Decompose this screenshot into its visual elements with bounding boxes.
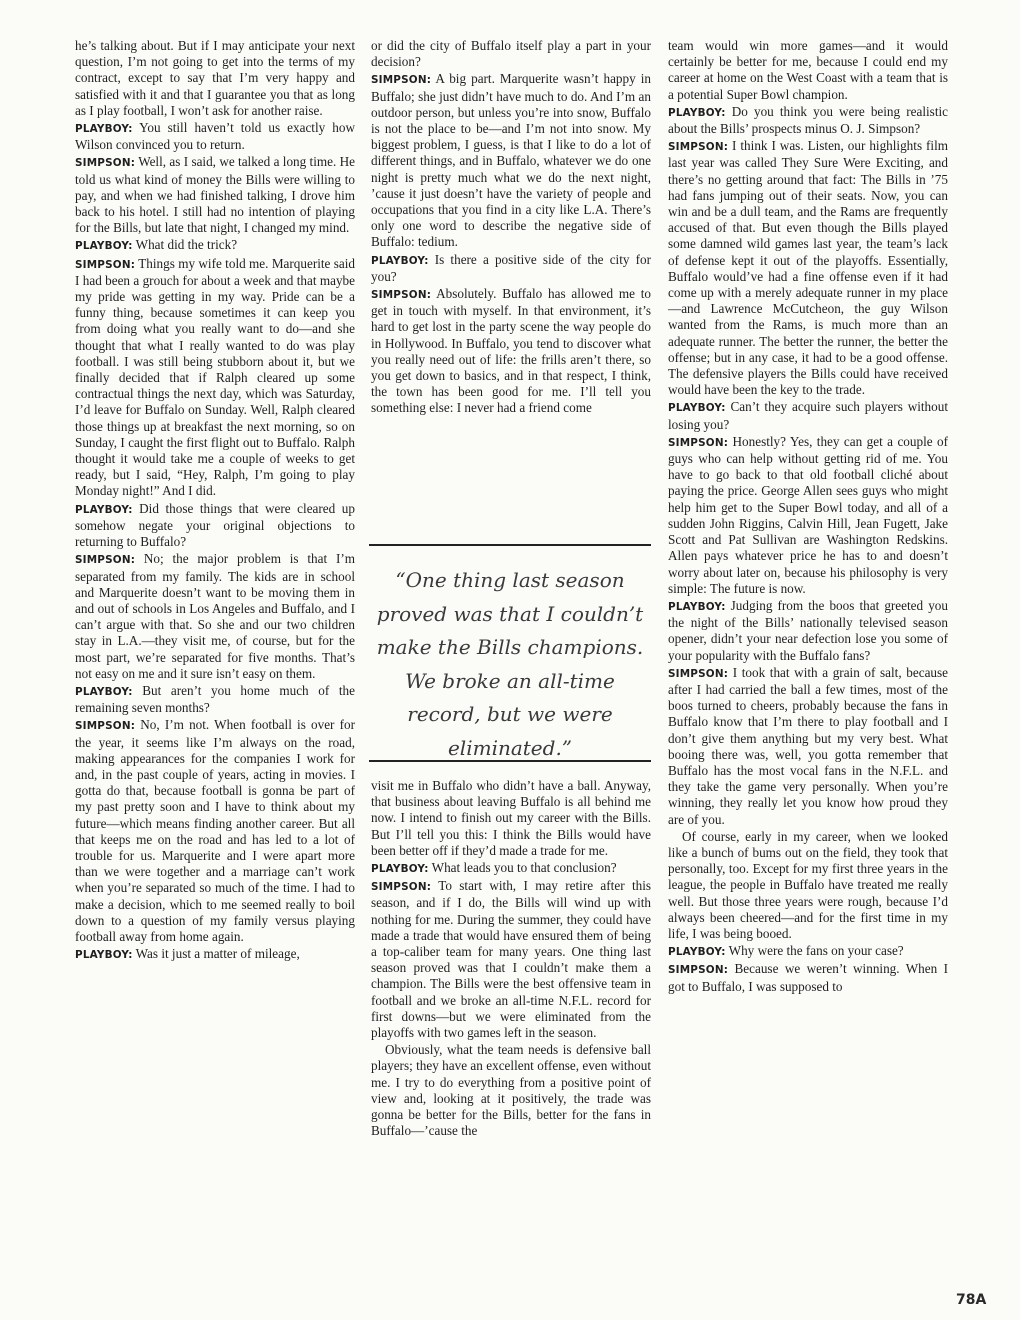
speaker-label: PLAYBOY: <box>668 946 726 959</box>
paragraph <box>75 946 355 963</box>
paragraph <box>668 138 948 398</box>
paragraph-text: A big part. Marquerite wasn’t happy in Buffalo; she just didn’t have much to do. And I’m an outdoor person, but unless you’re into snow, Buffalo is not the place to be—and I’m not into snow. My biggest problem, I guess, is that I like to do a lot of different things, and in Buffalo, whatever we do one night is pretty much what we do the next night, ’cause it just doesn’t have the variety of people and occupations that you find in a city like L.A. There’s only one word to describe the negative side of Buffalo: tedium. <box>371 71 652 250</box>
paragraph <box>668 943 948 960</box>
pull-quote <box>369 544 651 762</box>
paragraph <box>371 778 651 859</box>
paragraph <box>668 399 948 432</box>
paragraph-text: I took that with a grain of salt, because after I had carried the ball a few times, most of the boos turned to cheers, probably because the fans in Buffalo know that I’m there to play football and I don’t give them anything but my very best. What booing there was, well, you gotta remember that Buffalo has the most vocal fans in the N.F.L. and they take the game very personally. When you’re winning, they really let you know how proud they are of you. <box>668 664 948 827</box>
paragraph <box>75 717 355 945</box>
speaker-label: SIMPSON: <box>75 157 136 170</box>
paragraph <box>75 551 355 682</box>
speaker-label: PLAYBOY: <box>75 503 133 516</box>
paragraph-text: I think I was. Listen, our highlights film last year was called They Sure Were Exciting, and there’s no getting around that fact: The Bills in ’75 had fans jumping out of their seats. Now, you can win and be a dull team, and the Rams are frequently accused of that. But even though the Bills played some damned wild games last year, the team’s lack of defense kept it out of the playoffs. Essentially, Buffalo would’ve had a fine offense even if it had come up with a merely adequate runner in my place—and Lawrence McCutcheon, the guy Wilson wanted from the Rams, is much more than an adequate runner. The better the runner, the better the offense; but in any case, it had to be a good offense. The defensive players the Bills could have received would have been the key to the trade. <box>668 138 949 398</box>
speaker-label: SIMPSON: <box>371 289 432 302</box>
paragraph-text: Well, as I said, we talked a long time. He told us what kind of money the Bills were willing to pay, and when we had finished talking, I drove him back to his hotel. I still had no intention of playing for the Bills, but late that night, I changed my mind. <box>75 154 356 236</box>
speaker-label: PLAYBOY: <box>668 600 726 613</box>
paragraph <box>75 237 355 254</box>
paragraph <box>371 38 651 70</box>
speaker-label: SIMPSON: <box>668 964 729 977</box>
paragraph-text: What leads you to that conclusion? <box>431 860 617 876</box>
speaker-label: SIMPSON: <box>668 667 729 680</box>
article-column-3 <box>668 38 948 996</box>
article-column-2-bottom <box>371 778 651 1140</box>
speaker-label: SIMPSON: <box>75 554 136 567</box>
paragraph-text: But aren’t you home much of the remaining seven months? <box>75 682 355 716</box>
paragraph <box>371 286 651 417</box>
paragraph-text: Things my wife told me. Marquerite said I had been a grouch for about a week and that maybe my pride was getting in my way. Pride can be a funny thing, because sometimes it can keep you from doing what you really want to do—and she thought that what I really wanted to do was play football. I was still being stubborn about it, but we finally decided that if Ralph cleared up some contractual things the next day, which was Saturday, I’d leave for Buffalo on Sunday. Well, Ralph cleared those things up at breakfast the next morning, so on Sunday, I caught the first flight out to Buffalo. Ralph thought it would take me a couple of weeks to get ready, but I said, “Hey, Ralph, I’m going to play Monday night!” And I did. <box>75 255 355 499</box>
paragraph-text: No; the major problem is that I’m separated from my family. The kids are in school and Marquerite doesn’t want to be moving them in and out of schools in Los Angeles and Buffalo, and I can’t argue with that. So she and our two children stay in L.A.—they visit me, of course, but for the most part, we’re separated for five months. That’s not easy on me and it sure isn’t easy on them. <box>75 551 356 681</box>
paragraph <box>668 829 948 942</box>
paragraph-text: team would win more games—and it would certainly be better for me, because I could end my career at home on the West Coast with a team that is a potential Super Bowl champion. <box>668 38 948 102</box>
speaker-label: PLAYBOY: <box>75 949 133 962</box>
paragraph-text: he’s talking about. But if I may anticipate your next question, I’m not going to get into the terms of my contract, except to say that I’m very happy and satisfied with it and that I guarantee you that as long as I play football, I won’t ask for another raise. <box>75 38 355 118</box>
paragraph <box>75 501 355 551</box>
paragraph-text: Because we weren’t winning. When I got to Buffalo, I was supposed to <box>668 961 948 994</box>
paragraph <box>371 860 651 877</box>
paragraph <box>668 961 948 994</box>
paragraph <box>75 154 355 236</box>
paragraph-text: Obviously, what the team needs is defensive ball players; they have an excellent offense, even without me. I try to do everything from a positive point of view and, looking at it positively, the trade was gonna be better for the Bills, better for the fans in Buffalo—’cause the <box>371 1042 651 1139</box>
paragraph-text: Judging from the boos that greeted you the night of the Bills’ nationally televised season opener, didn’t your near defection lose you some of your popularity with the Buffalo fans? <box>668 597 948 663</box>
speaker-label: PLAYBOY: <box>371 863 429 876</box>
paragraph <box>668 434 948 597</box>
paragraph <box>75 683 355 716</box>
paragraph-text: You still haven’t told us exactly how Wilson convinced you to return. <box>75 120 356 153</box>
speaker-label: PLAYBOY: <box>668 402 726 415</box>
paragraph-text: Is there a positive side of the city for you? <box>371 251 652 284</box>
paragraph <box>75 256 355 500</box>
page-number: 78A <box>956 1292 987 1308</box>
paragraph-text: Honestly? Yes, they can get a couple of guys who can help without getting rid of me. You have to go back to that old football cliché about paying the price. George Allen sees guys who might help him get to the Super Bowl today, and all of a sudden John Riggins, Calvin Hill, Jean Fugett, Jake Scott and Pat Sullivan are Washington Redskins. Allen pays whatever price he has to and doesn’t worry about later on, because his philosophy is very simple: The future is now. <box>668 433 948 596</box>
pull-quote-line: make the Bills champions. <box>376 635 644 659</box>
paragraph <box>668 104 948 137</box>
paragraph-text: Was it just a matter of mileage, <box>135 946 300 962</box>
paragraph-text: Why were the fans on your case? <box>728 943 904 959</box>
paragraph <box>668 598 948 664</box>
pull-quote-line: record, but we were <box>407 702 613 726</box>
paragraph <box>371 878 651 1041</box>
speaker-label: PLAYBOY: <box>668 106 726 119</box>
article-column-1 <box>75 38 355 964</box>
paragraph <box>75 38 355 119</box>
speaker-label: SIMPSON: <box>75 720 136 733</box>
paragraph-text: Did those things that were cleared up somehow negate your original objections to returning to Buffalo? <box>75 500 355 550</box>
paragraph <box>668 38 948 103</box>
article-column-2-top <box>371 38 651 418</box>
speaker-label: PLAYBOY: <box>75 685 133 698</box>
paragraph-text: No, I’m not. When football is over for the year, it seems like I’m always on the road, making appearances for the companies I work for and, in the past couple of years, acting in movies. I gotta do that, because football is gonna be part of my past pretty soon and I have to think about my future—which means finding another career. But all that keeps me on the road and has led to a lot of trouble for us. Marquerite and I were apart more than we were together and a marriage can’t work when you’re separated so much of the time. I had to make a decision, which to me seemed really to boil down to a question of my family versus playing football away from home again. <box>75 717 355 944</box>
paragraph <box>371 71 651 250</box>
paragraph-text: visit me in Buffalo who didn’t have a ball. Anyway, that business about leaving Buffalo is all behind me now. I intend to finish out my career with the Bills. But I’ll tell you this: I think the Bills would have been better off if they’d made a trade for me. <box>371 778 651 858</box>
paragraph-text: To start with, I may retire after this season, and if I do, the Bills will wind up with nothing for me. During the summer, they could have made a trade that would have ensured them of being a top-caliber team for many years. One thing last season proved was that I couldn’t make them a champion. The Bills were the best offensive team in football and we broke an all-time N.F.L. record for first downs—but we were eliminated from the playoffs with two games left in the season. <box>371 878 651 1041</box>
pull-quote-line: “One thing last season <box>395 568 625 592</box>
paragraph-text: Can’t they acquire such players without losing you? <box>668 399 949 432</box>
paragraph <box>668 665 948 828</box>
speaker-label: SIMPSON: <box>371 74 432 87</box>
paragraph <box>371 252 651 285</box>
paragraph-text: Do you think you were being realistic about the Bills’ prospects minus O. J. Simpson? <box>668 103 948 137</box>
pull-quote-line: proved was that I couldn’t <box>376 601 644 626</box>
speaker-label: SIMPSON: <box>75 258 136 271</box>
paragraph <box>371 1042 651 1139</box>
paragraph <box>75 120 355 153</box>
pull-quote-line: We broke an all-time <box>405 668 615 693</box>
speaker-label: SIMPSON: <box>371 881 432 894</box>
paragraph-text: Absolutely. Buffalo has allowed me to get in touch with myself. In that environment, it’s hard to get lost in the party scene the way people do in Hollywood. In Buffalo, you tend to discover what you really need out of life: the frills aren’t there, so you get down to basics, and in that respect, I think, the town has been good for me. I’ll tell you something else: I never had a friend come <box>371 286 651 416</box>
paragraph-text: What did the trick? <box>135 237 238 253</box>
speaker-label: PLAYBOY: <box>75 240 133 253</box>
paragraph-text: or did the city of Buffalo itself play a part in your decision? <box>371 38 651 70</box>
speaker-label: SIMPSON: <box>668 436 729 449</box>
speaker-label: SIMPSON: <box>668 141 729 154</box>
pull-quote-line: eliminated.” <box>447 735 573 760</box>
paragraph-text: Of course, early in my career, when we looked like a bunch of bums out on the field, they took that personally, too. Except for my first three years in the league, the people in Buffalo have treated me really well. But those three years were rough, because I’d always been cheered—and for the first time in my life, I was being booed. <box>668 828 948 941</box>
speaker-label: PLAYBOY: <box>371 254 429 267</box>
speaker-label: PLAYBOY: <box>75 123 133 136</box>
